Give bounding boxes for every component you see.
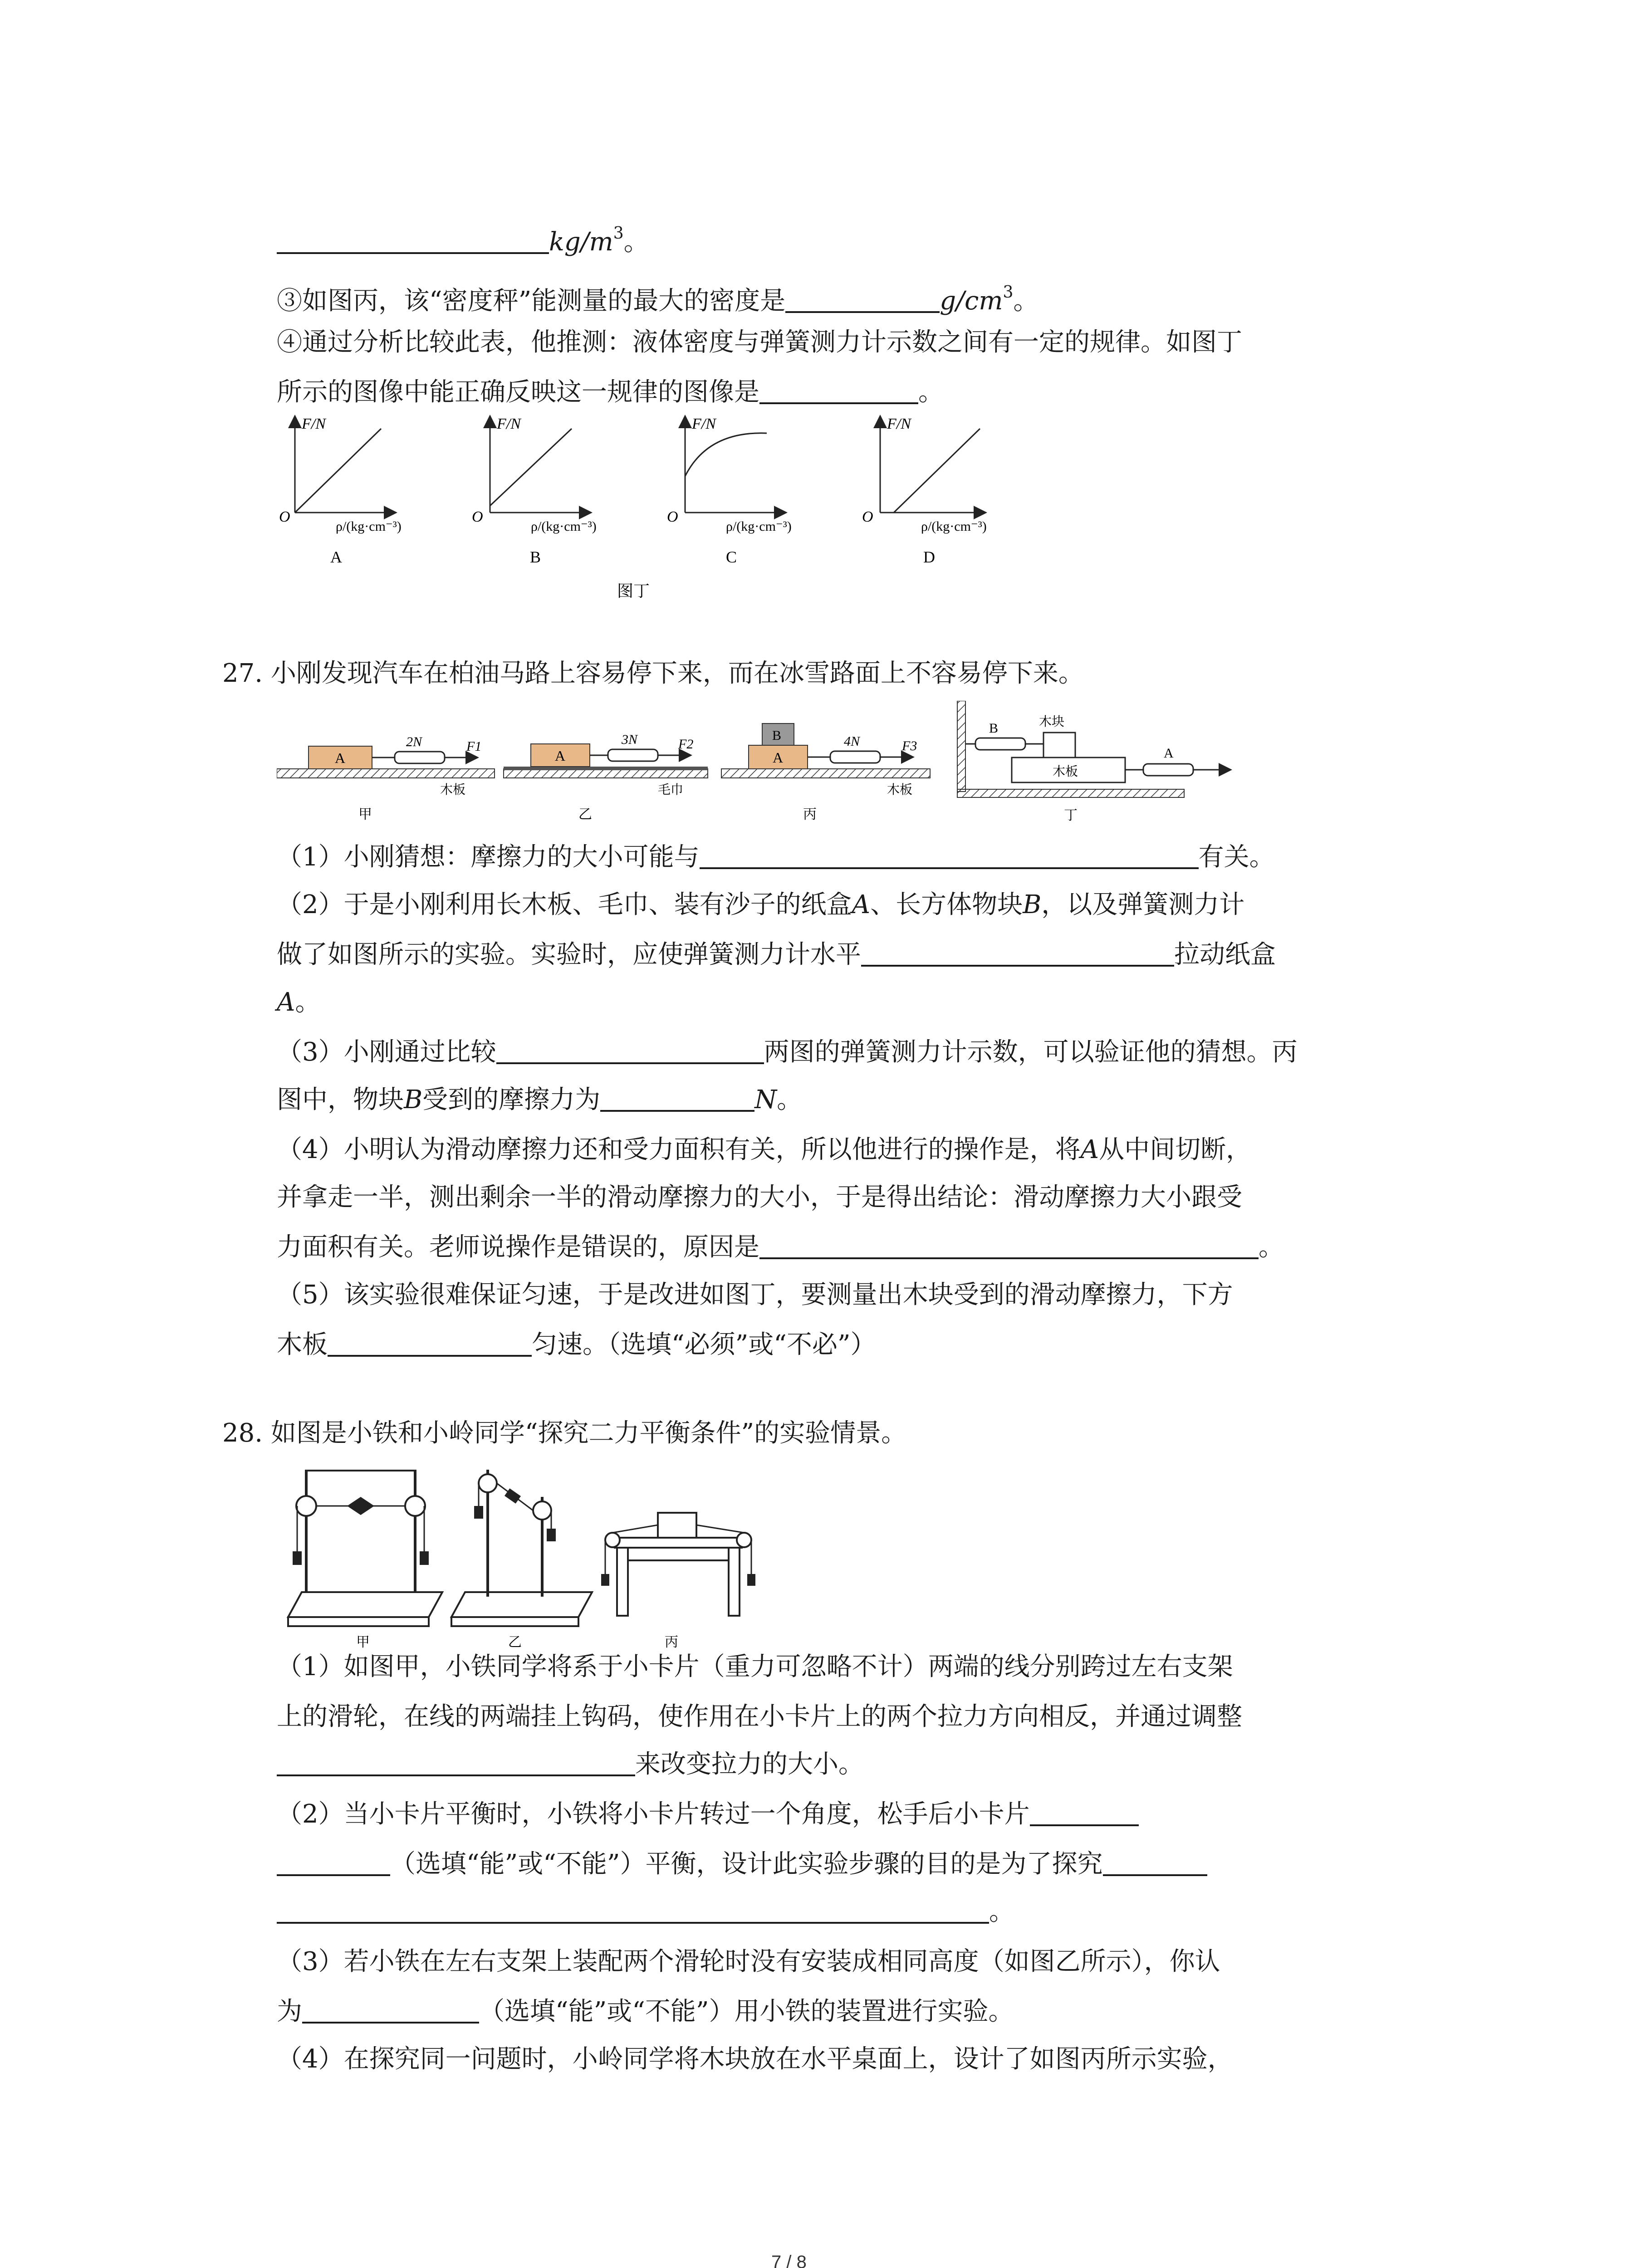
svg-text:F1: F1	[466, 739, 482, 754]
q27-part4-line1: （4）小明认为滑动摩擦力还和受力面积有关，所以他进行的操作是，将A从中间切断，	[277, 1135, 1252, 1164]
q27-part4-line2: 并拿走一半，测出剩余一半的滑动摩擦力的大小，于是得出结论：滑动摩擦力大小跟受	[277, 1183, 1242, 1212]
x-axis-label: ρ/(kg·cm⁻³)	[921, 519, 987, 534]
fig-28-bing	[601, 1513, 755, 1650]
q27-part5-line2: 木板 匀速。（选填“必须”或“不必”）	[277, 1330, 876, 1359]
q28-part2-line1: （2）当小卡片平衡时，小铁将小卡片转过一个角度，松手后小卡片	[277, 1799, 1139, 1830]
fig-jia	[277, 734, 495, 822]
q28-figure	[279, 1461, 778, 1651]
svg-text:3N: 3N	[622, 732, 638, 747]
q28-stem: 28. 如图是小铁和小岭同学“探究二力平衡条件”的实验情景。	[222, 1418, 907, 1448]
y-axis-label: F/N	[497, 415, 521, 432]
svg-text:A: A	[555, 748, 566, 764]
q28-part4-line1: （4）在探究同一问题时，小岭同学将木块放在水平桌面上，设计了如图丙所示实验，	[277, 2044, 1233, 2074]
q26-part4-line2: 所示的图像中能正确反映这一规律的图像是 。	[277, 377, 944, 407]
q26-part3: ③如图丙，该“密度秤”能测量的最大的密度是 $g/cm^3$。	[277, 283, 1039, 316]
q27-part4-line3: 力面积有关。老师说操作是错误的，原因是 。	[277, 1232, 1284, 1262]
svg-text:木板: 木板	[887, 783, 913, 797]
q27-part2-line2: 做了如图所示的实验。实验时，应使弹簧测力计水平 拉动纸盒	[277, 940, 1276, 969]
answer-blank	[496, 1037, 764, 1064]
q27-part3-line2: 图中，物块B受到的摩擦力为 N。	[277, 1085, 803, 1114]
svg-text:2N: 2N	[406, 734, 422, 749]
q28-part3-line1: （3）若小铁在左右支架上装配两个滑轮时没有安装成相同高度（如图乙所示），你认	[277, 1947, 1220, 1976]
answer-blank	[600, 1085, 754, 1112]
origin-label: O	[472, 508, 483, 525]
fig-ding	[957, 701, 1230, 823]
svg-text:木板: 木板	[1053, 765, 1078, 779]
origin-label: O	[667, 508, 678, 525]
svg-text:F3: F3	[902, 738, 917, 753]
q27-part5-line1: （5）该实验很难保证匀速，于是改进如图丁，要测量出木块受到的滑动摩擦力，下方	[277, 1280, 1233, 1310]
origin-label: O	[862, 508, 873, 525]
q27-figure	[277, 701, 1298, 846]
svg-text:B: B	[989, 721, 999, 736]
answer-blank	[785, 286, 940, 313]
graph-a	[279, 415, 402, 566]
answer-blank	[861, 939, 1174, 967]
svg-text:B: B	[772, 728, 782, 743]
svg-text:A: A	[335, 750, 346, 766]
graphs-figure	[272, 408, 1043, 608]
y-axis-label: F/N	[692, 415, 716, 432]
svg-text:丙: 丙	[665, 1635, 678, 1650]
answer-blank	[277, 1849, 390, 1876]
unit-text: kg/m	[549, 227, 613, 257]
y-axis-label: F/N	[302, 415, 326, 432]
x-axis-label: ρ/(kg·cm⁻³)	[531, 519, 597, 534]
q28-part1-line3: 来改变拉力的大小。	[277, 1749, 864, 1780]
option-label-c: C	[726, 548, 737, 566]
y-axis-label: F/N	[887, 415, 911, 432]
svg-text:A: A	[773, 749, 784, 766]
q27-stem: 27. 小刚发现汽车在柏油马路上容易停下来，而在冰雪路面上不容易停下来。	[222, 659, 1084, 688]
svg-text:乙: 乙	[508, 1635, 522, 1650]
q28-part2-line3: 。	[277, 1896, 1014, 1928]
answer-blank	[328, 1330, 532, 1357]
q28-part2-line2: （选填“能”或“不能”）平衡，设计此实验步骤的目的是为了探究	[277, 1848, 1207, 1880]
answer-blank	[277, 227, 549, 254]
answer-blank	[1030, 1799, 1139, 1826]
graph-c	[667, 415, 792, 566]
option-label-b: B	[530, 548, 541, 566]
answer-blank	[277, 1897, 989, 1924]
graph-b	[472, 415, 597, 566]
svg-text:F2: F2	[678, 737, 694, 752]
option-label-a: A	[330, 548, 342, 566]
q28-part3-line2: 为 （选填“能”或“不能”）用小铁的装置进行实验。	[277, 1997, 1014, 2026]
svg-text:甲: 甲	[356, 1635, 370, 1650]
q27-part2-line1: （2）于是小刚利用长木板、毛巾、装有沙子的纸盒A、长方体物块B，以及弹簧测力计	[277, 890, 1245, 919]
q26-part4-line1: ④通过分析比较此表，他推测：液体密度与弹簧测力计示数之间有一定的规律。如图丁	[277, 327, 1242, 357]
q27-part2-line3: A。	[277, 987, 321, 1017]
fig-28-yi	[451, 1470, 592, 1650]
option-label-d: D	[923, 548, 935, 566]
svg-text:A: A	[1164, 746, 1174, 761]
origin-label: O	[279, 508, 290, 525]
svg-text:木板: 木板	[440, 783, 466, 797]
figure-caption: 图丁	[617, 582, 650, 600]
answer-blank	[1103, 1849, 1207, 1876]
page-number: 7 / 8	[771, 2252, 807, 2268]
density-unit-line: $kg/m^3$。	[277, 218, 649, 258]
answer-blank	[277, 1749, 635, 1776]
svg-text:丙: 丙	[803, 807, 817, 822]
q27-part1: （1）小刚猜想：摩擦力的大小可能与 有关。	[277, 842, 1275, 872]
q28-part1-line2: 上的滑轮，在线的两端挂上钩码，使作用在小卡片上的两个拉力方向相反，并通过调整	[277, 1702, 1242, 1731]
svg-text:4N: 4N	[844, 734, 860, 749]
q27-part3-line1: （3）小刚通过比较 两图的弹簧测力计示数，可以验证他的猜想。丙	[277, 1037, 1298, 1067]
answer-blank	[700, 842, 1199, 869]
x-axis-label: ρ/(kg·cm⁻³)	[726, 519, 792, 534]
fig-bing	[721, 723, 930, 822]
svg-text:丁: 丁	[1064, 808, 1078, 823]
x-axis-label: ρ/(kg·cm⁻³)	[336, 519, 402, 534]
q28-part1-line1: （1）如图甲，小铁同学将系于小卡片（重力可忽略不计）两端的线分别跨过左右支架	[277, 1652, 1233, 1681]
answer-blank	[759, 377, 918, 404]
svg-text:甲: 甲	[358, 807, 372, 822]
fig-28-jia	[288, 1470, 442, 1650]
answer-blank	[759, 1232, 1259, 1259]
svg-text:乙: 乙	[578, 807, 592, 822]
graph-d	[862, 415, 987, 566]
answer-blank	[302, 1996, 479, 2024]
fig-yi	[504, 732, 708, 822]
svg-text:毛巾: 毛巾	[658, 783, 684, 797]
svg-text:木块: 木块	[1039, 715, 1065, 729]
